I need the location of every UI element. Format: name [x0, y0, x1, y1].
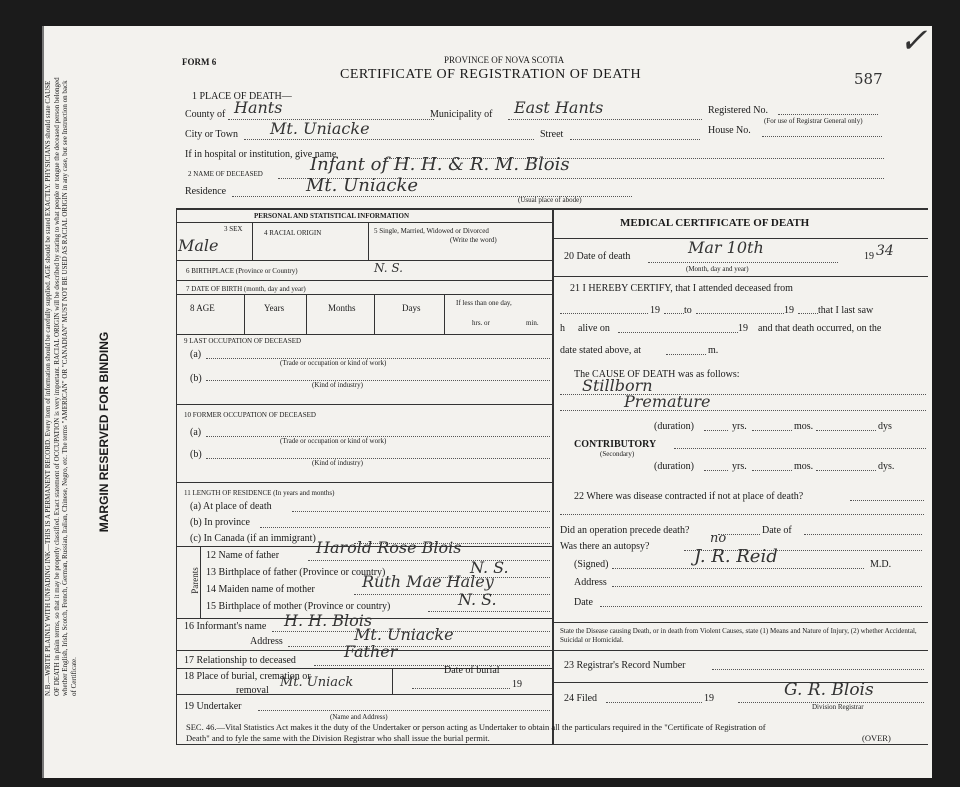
certify-19-b: 19	[784, 305, 794, 316]
filed-label: 24 Filed	[564, 693, 598, 704]
autopsy-label: Was there an autopsy?	[560, 541, 650, 552]
informant-label: 16 Informant's name	[184, 621, 267, 632]
mother-name-value: Ruth Mae Haley	[362, 572, 494, 591]
former-industry-note: (Kind of industry)	[312, 459, 363, 467]
burial-date-label: Date of burial	[444, 665, 500, 676]
registrar-record-label: 23 Registrar's Record Number	[564, 660, 686, 671]
md-label: M.D.	[870, 559, 892, 570]
division-registrar-label: Division Registrar	[812, 703, 864, 711]
certify-19-a: 19	[650, 305, 660, 316]
date-of-death-label: 20 Date of death	[564, 251, 631, 262]
date-of-death-note: (Month, day and year)	[686, 265, 749, 273]
relationship-value: Father	[344, 642, 398, 661]
birthplace-value: N. S.	[374, 261, 403, 275]
father-birthplace-label: 13 Birthplace of father (Province or country)	[206, 567, 386, 578]
province-heading: PROVINCE OF NOVA SCOTIA	[444, 55, 565, 65]
occ-a: (a)	[190, 349, 202, 360]
burial-year-label: 19	[512, 679, 522, 690]
sec46-line1: SEC. 46.—Vital Statistics Act makes it the duty of the Undertaker or person acting as Undertaker to obtain all the particulars required in the "Certificate of Registration of	[186, 722, 766, 732]
date-of-death-value: Mar 10th	[688, 238, 764, 257]
cause-of-death-label: The CAUSE OF DEATH was as follows:	[574, 369, 740, 380]
mother-name-label: 14 Maiden name of mother	[206, 584, 315, 595]
serial-number: 587	[854, 70, 883, 88]
contributory-label: CONTRIBUTORY	[574, 439, 657, 450]
informant-value: H. H. Blois	[284, 611, 373, 630]
min-label: min.	[526, 319, 539, 327]
residence-label: Residence	[185, 186, 227, 197]
alive-on-label: alive on	[578, 323, 610, 334]
operation-date-label: Date of	[762, 525, 792, 536]
autopsy-value: no	[710, 531, 727, 546]
relationship-label: 17 Relationship to deceased	[184, 655, 296, 666]
sex-label: 3 SEX	[224, 225, 243, 233]
municipality-value: East Hants	[514, 98, 604, 117]
certify-label: 21 I HEREBY CERTIFY, that I attended deceased from	[570, 283, 793, 294]
residence-value: Mt. Uniacke	[306, 175, 418, 196]
city-value: Mt. Uniacke	[270, 119, 370, 138]
at-place-label: (a) At place of death	[190, 501, 272, 512]
hrs-label: hrs. or	[472, 319, 490, 327]
mother-birthplace-value: N. S.	[458, 590, 497, 609]
racial-origin-label: 4 RACIAL ORIGIN	[264, 229, 322, 237]
secondary-note: (Secondary)	[600, 450, 635, 458]
date-label: Date	[574, 597, 593, 608]
certificate-title: CERTIFICATE OF REGISTRATION OF DEATH	[340, 67, 642, 82]
burial-place-value: Mt. Uniack	[280, 675, 354, 690]
father-name-label: 12 Name of father	[206, 550, 280, 561]
sec46-line2: Death" and to fyle the same with the Division Registrar who shall issue the burial permit.	[186, 733, 490, 743]
former-occupation-label: 10 FORMER OCCUPATION OF DECEASED	[184, 411, 316, 419]
deceased-name-label: 2 NAME OF DECEASED	[188, 170, 263, 178]
occ-trade-note: (Trade or occupation or kind of work)	[280, 359, 387, 367]
days-label: Days	[402, 303, 421, 313]
contrib-yrs-label: yrs.	[732, 461, 747, 472]
former-a: (a)	[190, 427, 202, 438]
cause-secondary-value: Premature	[624, 392, 711, 411]
disease-contracted-label: 22 Where was disease contracted if not at place of death?	[574, 491, 804, 502]
contrib-mos-label: mos.	[794, 461, 814, 472]
informant-address-label: Address	[250, 636, 283, 647]
parents-label: Parents	[189, 567, 200, 594]
filed-year-label: 19	[704, 693, 714, 704]
margin-binding-label: MARGIN RESERVED FOR BINDING	[97, 331, 111, 533]
deceased-name-value: Infant of H. H. & R. M. Blois	[310, 154, 570, 175]
removal-label: removal	[236, 685, 269, 696]
address-label: Address	[574, 577, 607, 588]
registrar-signature: G. R. Blois	[784, 680, 874, 700]
certificate-page	[42, 21, 932, 778]
length-of-residence-label: 11 LENGTH OF RESIDENCE (In years and months)	[184, 489, 335, 497]
occ-b: (b)	[190, 373, 202, 384]
county-label: County of	[185, 109, 226, 120]
mother-birthplace-label: 15 Birthplace of mother (Province or country)	[206, 601, 391, 612]
undertaker-note: (Name and Address)	[330, 713, 388, 721]
last-saw-label: that I last saw	[818, 305, 874, 316]
registered-no-label: Registered No.	[708, 105, 768, 116]
signed-value: J. R. Reid	[694, 546, 778, 567]
signed-label: (Signed)	[574, 559, 609, 570]
cause-mos-label: mos.	[794, 421, 814, 432]
cause-duration-label: (duration)	[654, 421, 694, 432]
father-birthplace-value: N. S.	[470, 558, 509, 577]
certify-to: to	[684, 305, 692, 316]
over-label: (OVER)	[862, 733, 891, 743]
months-label: Months	[328, 303, 356, 313]
death-year-label: 19	[864, 251, 874, 262]
death-occurred-label: and that death occurred, on the	[758, 323, 882, 334]
burial-place-label: 18 Place of burial, cremation or	[184, 671, 311, 682]
age-label: 8 AGE	[190, 303, 215, 313]
form-number: FORM 6	[182, 57, 217, 67]
former-b: (b)	[190, 449, 202, 460]
cause-primary-value: Stillborn	[582, 376, 653, 395]
m-label: m.	[708, 345, 719, 356]
municipality-label: Municipality of	[430, 109, 493, 120]
check-mark: ✓	[899, 21, 928, 61]
former-trade-note: (Trade or occupation or kind of work)	[280, 437, 387, 445]
medical-header: MEDICAL CERTIFICATE OF DEATH	[620, 217, 810, 229]
father-name-value: Harold Rose Blois	[316, 538, 462, 557]
residence-note: (Usual place of abode)	[518, 196, 582, 204]
occ-industry-note: (Kind of industry)	[312, 381, 363, 389]
margin-instructions: N.B.—WRITE PLAINLY WITH UNFADING INK—THIS IS A PERMANENT RECORD. Every item of information should be carefully supplied. AGE should be stated EXACTLY. PHYSICIANS should state CAUSE OF DEATH in plain terms, so that it may be properly classified. Exact statement of OCCUPATION is very important. RACIAL ORIGIN will be described by stating to what people or tongue the deceased person belonged whether English, Irish, Scotch, French, German, Russian, Italian, Chinese, Negro, etc. The terms "AMERICAN" OR "CANADIAN" MUST NOT BE USED AS RACIAL ORIGIN in any case, but see Instruction on back of Certificate.	[44, 77, 78, 696]
death-year-value: 34	[876, 243, 894, 259]
informant-address-value: Mt. Uniacke	[354, 625, 454, 644]
in-province-label: (b) In province	[190, 517, 250, 528]
cause-yrs-label: yrs.	[732, 421, 747, 432]
contrib-dys-label: dys.	[878, 461, 895, 472]
disease-note: State the Disease causing Death, or in death from Violent Causes, state (1) Means and Nature of Injury, (2) whether Accidental, Suicidal or Homicidal.	[560, 627, 917, 644]
years-label: Years	[264, 303, 285, 313]
binding-margin	[44, 26, 174, 778]
birthplace-label: 6 BIRTHPLACE (Province or Country)	[186, 267, 298, 275]
sex-value: Male	[178, 236, 219, 255]
marital-note: (Write the word)	[450, 236, 497, 244]
undertaker-label: 19 Undertaker	[184, 701, 242, 712]
place-of-death-label: 1 PLACE OF DEATH—	[192, 91, 292, 102]
house-no-label: House No.	[708, 125, 751, 136]
cause-dys-label: dys	[878, 421, 892, 432]
alive-19-label: 19	[738, 323, 748, 334]
in-canada-label: (c) In Canada (if an immigrant)	[190, 533, 316, 544]
h-label: h	[560, 323, 565, 334]
date-above-label: date stated above, at	[560, 345, 642, 356]
marital-status-label: 5 Single, Married, Widowed or Divorced	[374, 227, 489, 235]
county-value: Hants	[234, 98, 283, 117]
city-label: City or Town	[185, 129, 239, 140]
contrib-duration-label: (duration)	[654, 461, 694, 472]
registered-no-note: (For use of Registrar General only)	[764, 117, 863, 125]
personal-header: PERSONAL AND STATISTICAL INFORMATION	[254, 212, 410, 220]
hospital-label: If in hospital or institution, give name	[185, 149, 337, 160]
last-occupation-label: 9 LAST OCCUPATION OF DECEASED	[184, 337, 302, 345]
operation-label: Did an operation precede death?	[560, 525, 690, 536]
less-than-day-label: If less than one day,	[456, 299, 512, 307]
dob-label: 7 DATE OF BIRTH (month, day and year)	[186, 285, 306, 293]
street-label: Street	[540, 129, 564, 140]
